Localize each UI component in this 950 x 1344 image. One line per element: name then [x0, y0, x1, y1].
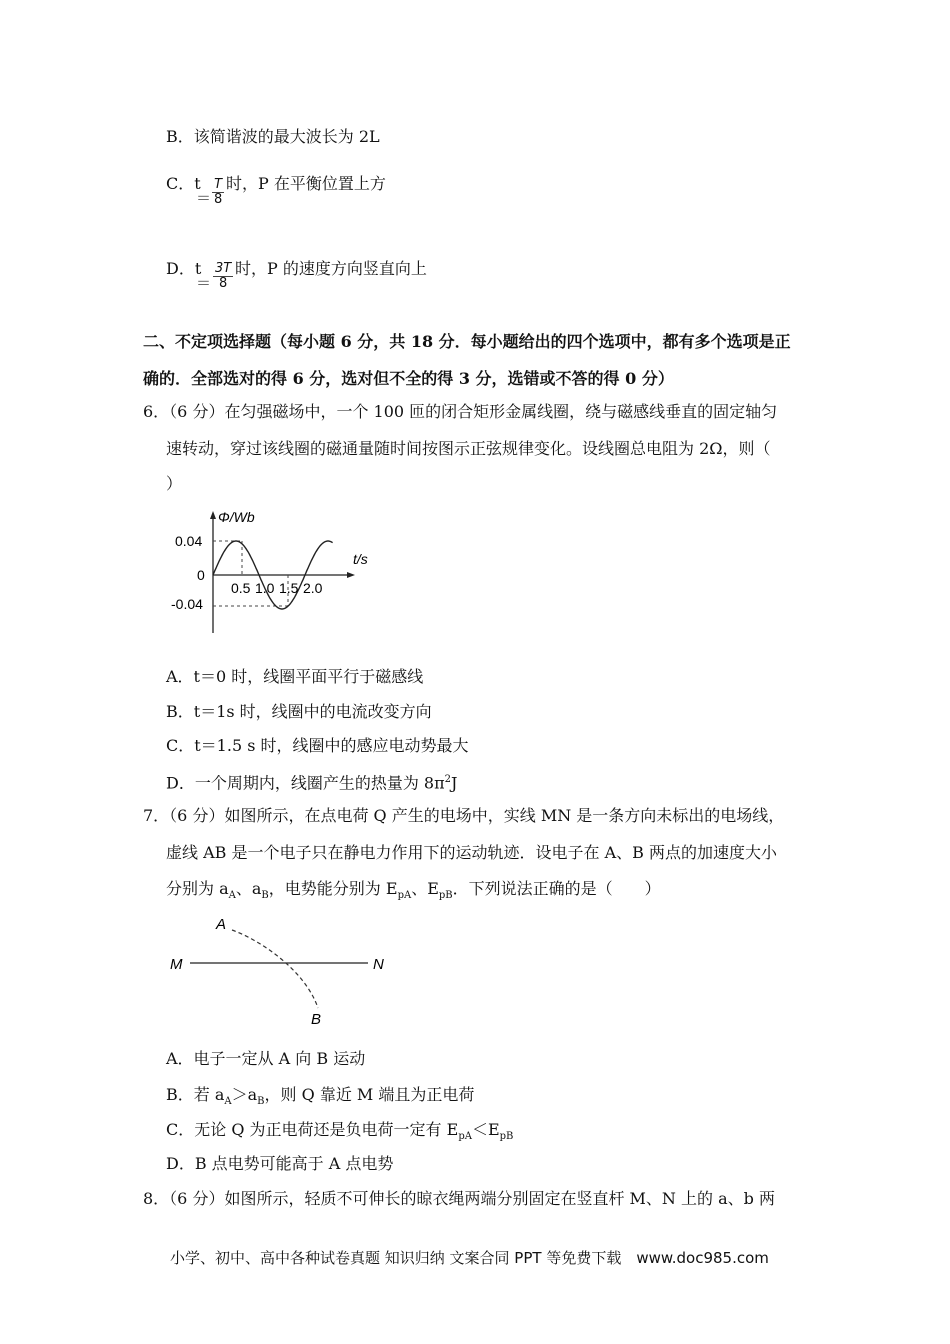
q7-option-c [166, 1120, 513, 1147]
q5-option-c-fraction [212, 178, 224, 207]
subscript: pB [499, 1131, 514, 1143]
q5-option-c-suffix: 时，P 在平衡位置上方 [226, 174, 386, 193]
q8-stem-line1: 8．（6 分）如图所示，轻质不可伸长的晾衣绳两端分别固定在竖直杆 M、N 上的 a、b 两 [143, 1189, 775, 1208]
q6-option-a: A．t＝0 时，线圈平面平行于磁感线 [166, 667, 424, 686]
x-tick-1-5: 1.5 [279, 580, 299, 596]
text-segment: ，则 Q 靠近 M 端且为正电荷 [264, 1085, 475, 1104]
subscript: B [257, 1096, 265, 1108]
q5-option-c-equals: ＝ [196, 189, 212, 207]
label-n: N [373, 956, 384, 973]
text-segment: ．下列说法正确的是（ ） [452, 879, 661, 898]
q6-stem-line1: 6．（6 分）在匀强磁场中，一个 100 匝的闭合矩形金属线圈，绕与磁感线垂直的固定轴匀 [143, 402, 778, 421]
q6-option-d-text: D．一个周期内，线圈产生的热量为 8π [166, 773, 445, 793]
q5-option-d-equals: ＝ [196, 274, 212, 292]
fraction-numerator: 3T [215, 261, 232, 276]
label-b: B [311, 1011, 322, 1028]
text-segment: ，电势能分别为 E [268, 879, 398, 898]
y-tick-bottom: -0.04 [171, 596, 203, 612]
text-segment: B．若 a [166, 1085, 225, 1104]
subscript: A [228, 890, 236, 902]
fraction-denominator: 8 [214, 192, 223, 207]
x-tick-1-0: 1.0 [255, 580, 275, 596]
q7-option-b [166, 1085, 474, 1112]
q5-option-d-fraction [213, 262, 233, 291]
q7-option-d: D．B 点电势可能高于 A 点电势 [166, 1154, 394, 1173]
text-segment: 、E [411, 879, 439, 898]
subscript: pA [458, 1131, 472, 1143]
q7-option-a: A．电子一定从 A 向 B 运动 [166, 1049, 366, 1068]
q5-option-b: B．该简谐波的最大波长为 2L [166, 127, 380, 146]
section-heading-line2: 确的．全部选对的得 6 分，选对但不全的得 3 分，选错或不答的得 0 分） [143, 369, 674, 388]
q5-option-c-prefix: C．t [166, 174, 201, 193]
q5-option-d-suffix: 时，P 的速度方向竖直向上 [235, 259, 427, 278]
section-heading-line1: 二、不定项选择题（每小题 6 分，共 18 分．每小题给出的四个选项中，都有多个选项是正 [143, 332, 791, 351]
q7-stem-line3 [166, 879, 661, 906]
fraction-numerator: T [212, 178, 224, 193]
text-segment: 、a [235, 879, 262, 898]
x-axis-arrow-icon [347, 572, 355, 578]
x-axis-label: t/s [353, 551, 368, 567]
q7-field-line-figure [160, 910, 400, 1035]
q6-stem-line3: ） [166, 474, 183, 493]
subscript: A [224, 1096, 232, 1108]
q6-option-d-unit: J [451, 773, 458, 793]
q6-option-d [166, 770, 457, 793]
q7-stem-line1: 7．（6 分）如图所示，在点电荷 Q 产生的电场中，实线 MN 是一条方向未标出的电场线， [143, 806, 785, 825]
text-segment: C．无论 Q 为正电荷还是负电荷一定有 E [166, 1120, 459, 1139]
y-axis-arrow-icon [210, 511, 216, 519]
trajectory-ab [232, 930, 318, 1008]
q6-option-b: B．t＝1s 时，线圈中的电流改变方向 [166, 702, 432, 721]
q6-option-d-exponent: 2 [444, 774, 451, 785]
footer-text: 小学、初中、高中各种试卷真题 知识归纳 文案合同 PPT 等免费下载 www.doc985.com [170, 1249, 769, 1267]
x-tick-2-0: 2.0 [303, 580, 323, 596]
y-tick-zero: 0 [197, 567, 205, 583]
q7-stem-line2: 虚线 AB 是一个电子只在静电力作用下的运动轨迹．设电子在 A、B 两点的加速度大小 [166, 843, 777, 862]
label-a: A [216, 916, 227, 933]
fraction-denominator: 8 [218, 276, 228, 291]
q6-stem-line2: 速转动，穿过该线圈的磁通量随时间按图示正弦规律变化。设线圈总电阻为 2Ω，则（ [166, 439, 771, 458]
label-m: M [170, 956, 183, 973]
q5-option-d-prefix: D．t [166, 259, 202, 278]
subscript: pB [438, 890, 453, 902]
subscript: B [261, 890, 269, 902]
q6-option-c: C．t＝1.5 s 时，线圈中的感应电动势最大 [166, 736, 469, 755]
y-axis-label: Φ/Wb [218, 509, 255, 525]
x-tick-0-5: 0.5 [231, 580, 251, 596]
subscript: pA [397, 890, 412, 902]
q6-flux-graph [160, 505, 390, 635]
text-segment: 分别为 a [166, 879, 229, 898]
text-segment: ＞a [231, 1085, 258, 1104]
y-tick-top: 0.04 [175, 533, 203, 549]
text-segment: ＜E [471, 1120, 500, 1139]
